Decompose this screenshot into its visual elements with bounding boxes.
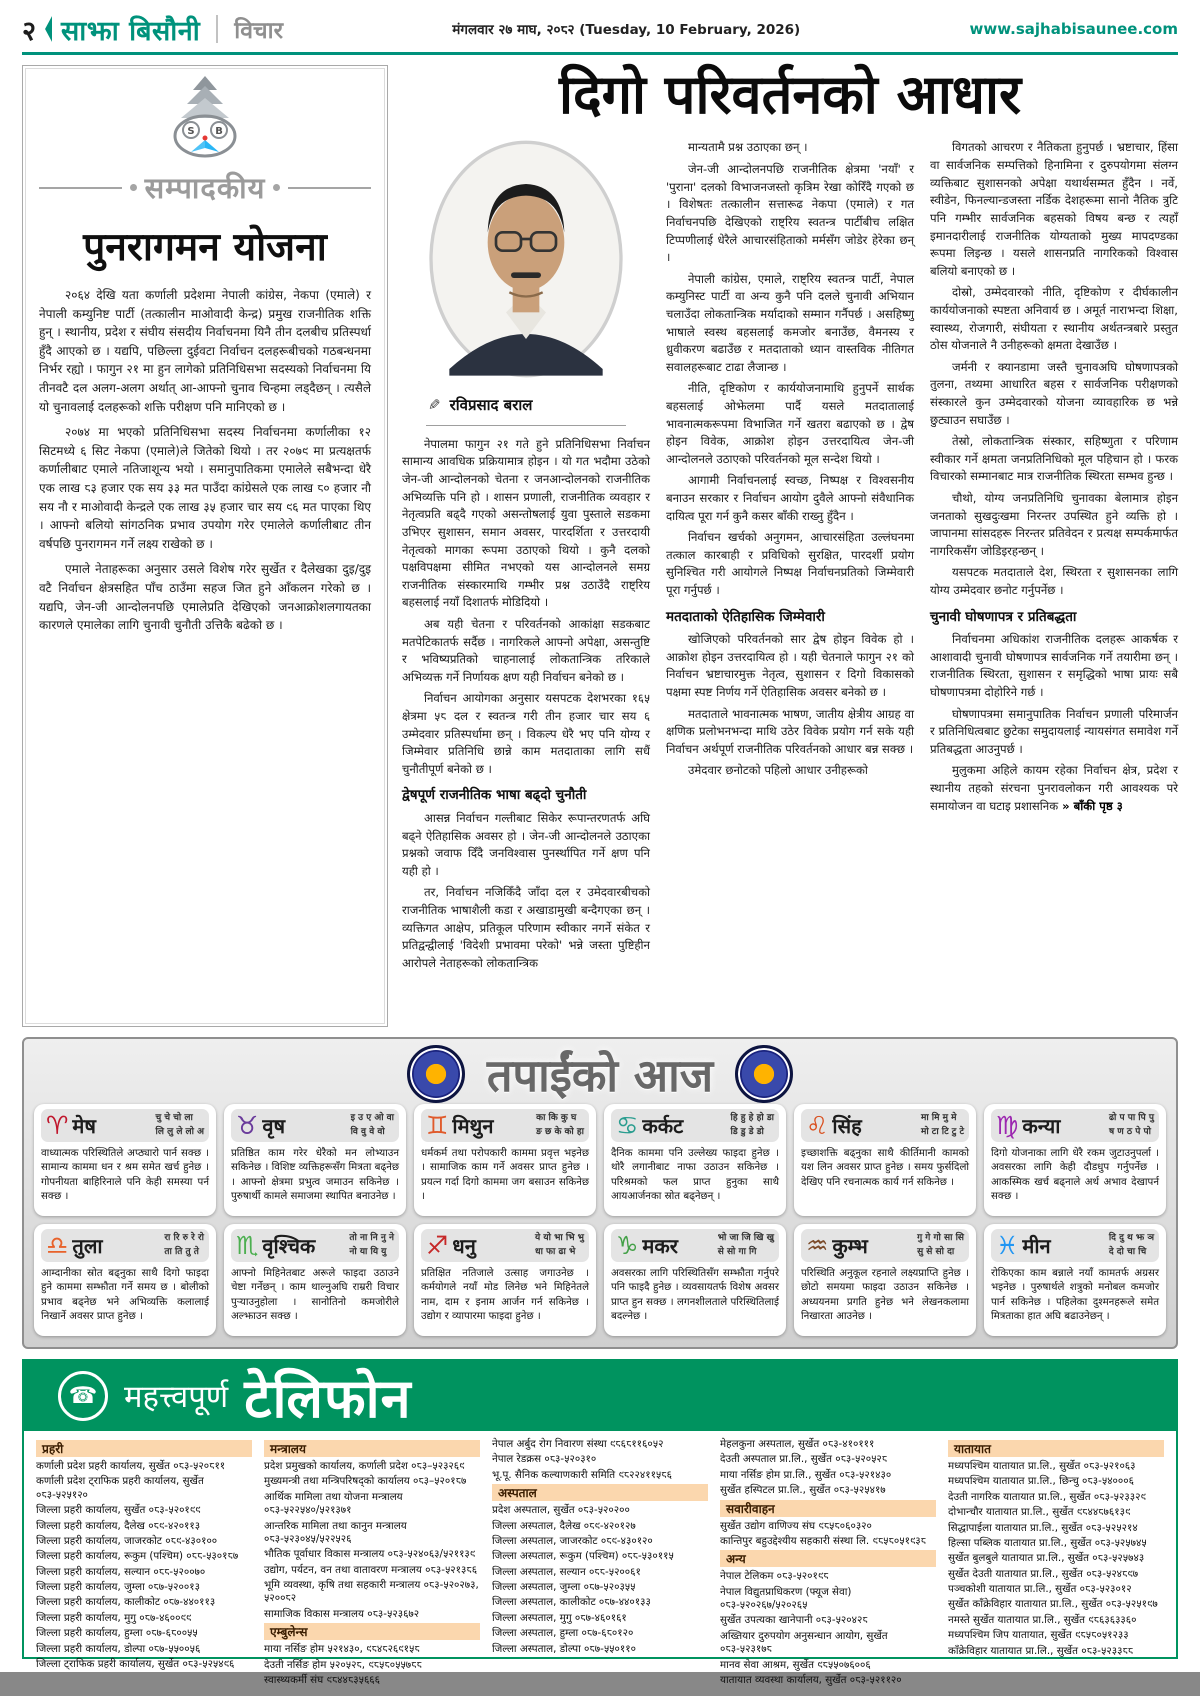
article-paragraph: नेपाली कांग्रेस, एमाले, राष्ट्रिय स्वतन्त्र पार्टी, नेपाल कम्युनिस्ट पार्टी वा अन्य कुनै पनि दलले चुनावी अभियान चलाउँदा लोकतान्त्रिक मर्यादाको सम्मान गर्नैपर्छ । असहिष्णु भाषाले स्वस्थ बहसलाई कमजोर बनाउँछ, वैमनस्य र ध्रुवीकरण बढाउँछ र मतदाताको ध्यान वास्तविक नीतिगत सवालहरूबाट टाढा लैजान्छ । [666, 271, 914, 374]
zodiac-धनु-icon: ♐ [426, 1231, 449, 1260]
phone-entry: जिल्ला प्रहरी कार्यालय, जाजरकोट ०८९-४३०१०० [36, 1534, 218, 1547]
article-paragraph: खोजिएको परिवर्तनको सार द्वेष होइन विवेक हो । आक्रोश होइन उत्तरदायित्व हो । यही चेतनाले फागुन २१ को निर्वाचन भ्रष्टाचारमुक्त नेतृत्व, सुशासन र दिगो विकासको पक्षमा स्पष्ट निर्णय गर्ने ऐतिहासिक अवसर बनेको छ । [666, 632, 914, 700]
phone-entry: स्वास्थ्यकर्मी संघ ९८४४८३५६६६ [264, 1673, 381, 1686]
zodiac-prediction-text: आफ्नो मिहिनेतबाट अरूले फाइदा उठाउने चेष्टा गर्नेछन् । काम थाल्नुअघि राम्ररी विचार पुर्‍याउनुहोला । सानोतिनो कमजोरीले अल्झाउन सक्छ । [231, 1268, 399, 1323]
editorial-kicker-label: सम्पादकीय [144, 171, 266, 205]
zodiac-prediction-text: अवसरका लागि परिस्थितिसँग सम्झौता गर्नुपरे पनि फाइदै हुनेछ । व्यवसायतर्फ विशेष अवसर प्राप्त हुन सक्छ । लगनशीलताले परिस्थितिलाई बदल्नेछ । [611, 1268, 779, 1323]
editorial-paragraph: २०६४ देखि यता कर्णाली प्रदेशमा नेपाली कांग्रेस, नेकपा (एमाले) र नेपाली कम्युनिष्ट पार्टी (तत्कालीन माओवादी केन्द्र) प्रमुख राजनीतिक शक्ति हुन् । स्थानीय, प्रदेश र संघीय संसदीय निर्वाचनमा यिनै तीन दलबीच प्रतिस्पर्धा हुँदै आएको छ । यद्यपि, पछिल्ला दुईवटा निर्वाचन दलहरूबीचको गठबन्धनमा निर्भर रह्यो । फागुन २१ मा हुन लागेको प्रतिनिधिसभा सदस्यको निर्वाचनमा यि तीनवटै दल अलग-अलग अर्थात् आ-आफ्नो चुनाव चिन्हमा लड्दैछन् । त्यसैले यो चुनावलाई दलहरूको शक्ति परीक्षण पनि मानिएको छ । [39, 288, 371, 414]
zodiac-तुला-icon: ♎ [46, 1231, 69, 1260]
zodiac-card-कुम्भ [794, 1224, 976, 1336]
article-column-1 [402, 139, 650, 1027]
zodiac-card-मकर [604, 1224, 786, 1336]
phone-entry: मेहलकुना अस्पताल, सुर्खेत ०८३-४१०१११ [720, 1438, 875, 1450]
phone-entry: जिल्ला प्रहरी कार्यालय, हुम्ला ०८७-६८००५५ [36, 1627, 198, 1640]
zodiac-syllables [1109, 1112, 1154, 1138]
kicker-rule-right [288, 187, 371, 189]
zodiac-card-header [611, 1109, 779, 1142]
phone-entry: सामाजिक विकास मन्त्रालय ०८३-५२३६७२ [264, 1607, 420, 1620]
article-paragraph: जेन-जी आन्दोलनपछि राजनीतिक क्षेत्रमा 'नयाँ' र 'पुराना' दलको विभाजनजस्तो कृत्रिम रेखा कोरिँदै गएको छ । विशेषतः तत्कालीन सत्तारूढ नेकपा (एमाले) र गत निर्वाचनपछि देखिएको राष्ट्रिय स्वतन्त्र पार्टीबीच लक्षित टिप्पणीलाई धेरैले आचारसंहिताको मर्मसँग जोडेर हेरेका छन् । [666, 162, 914, 265]
phone-entry: नेपाल अर्बुद रोग निवारण संस्था ९८६८११६०५२ [492, 1438, 664, 1450]
phone-entry: देउती नर्सिङ होम ५२०५२८, ९८५८०५५७८८ [264, 1658, 422, 1671]
editorial-paragraph: एमाले नेताहरूका अनुसार उसले विशेष गरेर सुर्खेत र दैलेखका दुइ/दुइ वटै निर्वाचन क्षेत्रसहित पाँच ठाउँमा सहज जित हुने आँकलन गरेको छ । यद्यपि, जेन-जी आन्दोलनपछि एमालेप्रति देखिएको जनआक्रोशलगायतका कारणले एमालेका लागि चुनावी चुनौती उत्तिकै बढेको छ । [39, 562, 371, 633]
zodiac-syllables-line1: हि हु हे हो डा [730, 1113, 774, 1124]
zodiac-card-header [991, 1109, 1159, 1142]
phone-column-5 [948, 1438, 1164, 1689]
phone-entry: जिल्ला प्रहरी कार्यालय, कालीकोट ०८७-४४०११३ [36, 1596, 216, 1609]
zodiac-card-header [421, 1109, 589, 1142]
zodiac-name: धनु [452, 1234, 476, 1258]
telephone-banner [24, 1361, 1176, 1431]
phone-entry: जिल्ला प्रहरी कार्यालय, सुर्खेत ०८३-५२०१९९ [36, 1504, 201, 1517]
article-paragraph: घोषणापत्रमा समानुपातिक निर्वाचन प्रणाली परिमार्जन र प्रतिनिधित्वबाट छुटेका समुदायलाई न्यायसंगत समावेश गर्ने प्रतिबद्धता आउनुपर्छ । [930, 706, 1178, 756]
zodiac-card-धनु [414, 1224, 596, 1336]
phone-entry: जिल्ला अस्पताल, दैलेख ०८९-४२०१२७ [492, 1519, 636, 1532]
zodiac-name: कर्कट [642, 1114, 684, 1138]
phone-entry: काँक्रेविहार यातायात प्रा.लि., सुर्खेत ०८३-५२३३८८ [948, 1644, 1134, 1657]
article-subhead: द्वेषपूर्ण राजनीतिक भाषा बढ्दो चुनौती [402, 787, 587, 804]
phone-entry: जिल्ला अस्पताल, जुम्ला ०८७-५२०३५५ [492, 1581, 636, 1593]
page-number: २ [22, 15, 37, 47]
article-paragraph: तेस्रो, लोकतान्त्रिक संस्कार, सहिष्णुता र परिणाम स्वीकार गर्ने क्षमता जनप्रतिनिधिको मूल पहिचान हो । फरक विचारको सम्मानबाट मात्र राजनीतिक स्थिरता सम्भव हुन्छ । [930, 434, 1178, 484]
zodiac-card-header [611, 1229, 779, 1262]
phone-column-1 [36, 1438, 252, 1689]
phone-entry: सिद्धापाईला यातायात प्रा.लि., सुर्खेत ०८३-५२५२१४ [948, 1521, 1138, 1534]
article-paragraph: मतदाताले भावनात्मक भाषण, जातीय क्षेत्रीय आग्रह वा क्षणिक प्रलोभनभन्दा माथि उठेर विवेक प्रयोग गर्न सके यही निर्वाचन अर्थपूर्ण राजनीतिक परिवर्तनको आधार बन्न सक्छ । [666, 706, 914, 756]
phone-entry: सुर्खेत उपत्यका खानेपानी ०८३-५२०४२८ [720, 1614, 868, 1627]
telephone-directory [24, 1431, 1176, 1696]
phone-entry: भू.पू. सैनिक कल्याणकारी समिति ९८२२४११५८६ [492, 1468, 672, 1481]
horoscope-title: तपाईंको आज [486, 1048, 714, 1102]
phone-entry: जिल्ला अस्पताल, जाजरकोट ०८९-४३०१२० [492, 1534, 653, 1547]
phone-entry: हिल्सा पब्लिक यातायात प्रा.लि., सुर्खेत ०८३-५२५७४५ [948, 1536, 1147, 1549]
article-headline: दिगो परिवर्तनको आधार [558, 63, 1022, 126]
article-paragraph: उमेदवार छनोटको पहिलो आधार उनीहरूको [688, 763, 868, 778]
telephone-section [22, 1359, 1178, 1686]
zodiac-वृश्चिक-icon: ♏ [236, 1231, 259, 1260]
zodiac-syllables-line1: रा रि रु रे रो [164, 1233, 204, 1244]
zodiac-prediction-text: आम्दानीका स्रोत बढ्नुका साथै दिगो फाइदा हुने काममा सम्झौता गर्ने समय छ । बोलीको प्रभाव बढ्नेछ भने अभिव्यक्ति कलालाई निखार्ने अवसर प्राप्त हुनेछ । [41, 1268, 209, 1323]
zodiac-card-कर्कट [604, 1104, 786, 1216]
phone-entry: भौतिक पूर्वाधार विकास मन्त्रालय ०८३-५२४०६३/५२११३९ [264, 1548, 476, 1561]
phone-category-header: अस्पताल [492, 1484, 708, 1501]
phone-entry: कर्णाली प्रदेश प्रहरी कार्यालय, सुर्खेत ०८३-५२०८११ [36, 1460, 226, 1472]
phone-entry: जिल्ला प्रहरी कार्यालय, सल्यान ०८८-५२००७० [36, 1565, 206, 1578]
zodiac-card-header [41, 1109, 209, 1142]
article-subhead: मतदाताको ऐतिहासिक जिम्मेवारी [666, 608, 825, 625]
zodiac-card-मेष [34, 1104, 216, 1216]
zodiac-card-header [41, 1229, 209, 1262]
phone-entry: पञ्चकोशी यातायात प्रा.लि., सुर्खेत ०८३-५२३०१२ [948, 1583, 1132, 1595]
phone-entry: जिल्ला अस्पताल, कालीकोट ०८७-४४०१३३ [492, 1596, 651, 1609]
horoscope-banner [34, 1044, 1166, 1104]
zodiac-name: मेष [72, 1114, 96, 1138]
opinion-article [402, 65, 1178, 1027]
phone-entry: जिल्ला प्रहरी कार्यालय, रूकुम (पश्चिम) ०८८-५३०१८७ [36, 1550, 239, 1563]
phone-entry: जिल्ला अस्पताल, रूकुम (पश्चिम) ०८८-५३०११५ [492, 1550, 674, 1563]
zodiac-card-सिंह [794, 1104, 976, 1216]
phone-entry: उद्योग, पर्यटन, वन तथा वातावरण मन्त्रालय ०८३-५२१३८६ [264, 1563, 478, 1576]
article-paragraph: अब यही चेतना र परिवर्तनको आकांक्षा सडकबाट मतपेटिकातर्फ सर्दैछ । नागरिकले आफ्नो अपेक्षा, असन्तुष्टि र भविष्यप्रतिको चाहनालाई लोकतान्त्रिक तरिकाले अभिव्यक्त गर्ने निर्णायक क्षण यही निर्वाचन बनेको छ । [402, 616, 650, 684]
phone-entry: जिल्ला अस्पताल, सल्यान ०८८-५२००६१ [492, 1565, 641, 1578]
phone-entry: जिल्ला प्रहरी कार्यालय, मुगु ०८७-४६००९९ [36, 1611, 192, 1624]
phone-column-3 [492, 1438, 708, 1689]
zodiac-syllables-line1: इ उ ए ओ वा [350, 1113, 394, 1124]
section-label: विचार [234, 18, 283, 44]
zodiac-syllables [718, 1232, 774, 1258]
article-paragraph: जर्मनी र क्यानडामा जस्तै चुनावअघि घोषणापत्रको तुलना, तथ्यमा आधारित बहस र सार्वजनिक परीक्षणको संस्कारले कुन उम्मेदवारको योजना व्यावहारिक छ भन्ने छुट्याउन सघाउँछ । [930, 359, 1178, 427]
zodiac-syllables-line1: दि दु थ झ ञ [1108, 1233, 1154, 1244]
kicker-dot-right [273, 184, 280, 191]
phone-entry: अख्तियार दुरुपयोग अनुसन्धान आयोग, सुर्खेत ०८३-५२३१७८ [720, 1629, 888, 1656]
zodiac-syllables-line2: वि वु वे वो [350, 1126, 385, 1137]
article-paragraph: निर्वाचनमा अधिकांश राजनीतिक दलहरू आकर्षक र आशावादी चुनावी घोषणापत्र सार्वजनिक गर्ने तयारीमा छन् । राजनीतिक स्थिरता, सुशासन र समृद्धिको भाषा प्रायः सबै घोषणापत्रमा दोहोरिने गर्छ । [930, 632, 1178, 700]
zodiac-card-header [801, 1109, 969, 1142]
phone-entry: जिल्ला प्रहरी कार्यालय, डोल्पा ०८७-५५००५६ [36, 1642, 201, 1655]
zodiac-card-कन्या [984, 1104, 1166, 1216]
zodiac-syllables [349, 1232, 394, 1258]
phone-entry: देउती अस्पताल प्रा.लि., सुर्खेत ०८३-५२०५२८ [720, 1453, 888, 1466]
zodiac-syllables-line1: भो जा जि खि खु [717, 1233, 774, 1244]
zodiac-prediction-text: दैनिक काममा पनि उल्लेख्य फाइदा हुनेछ । थोरै लगानीबाट नाफा उठाउन सकिनेछ । परिश्रमको फल प्राप्त हुनुका साथै आयआर्जनका स्रोत बढ्नेछन् । [611, 1148, 779, 1203]
zodiac-मीन-icon: ♓ [996, 1231, 1019, 1260]
zodiac-syllables-line2: ता ति तु ते [164, 1246, 199, 1257]
zodiac-prediction-text: दिगो योजनाका लागि धेरै रकम जुटाउनुपर्ला । अवसरका लागि केही दौडधुप गर्नुपर्नेछ । आकस्मिक खर्च बढ्नाले अर्थ अभाव देखापर्न सक्छ । [991, 1148, 1159, 1203]
zodiac-syllables [164, 1232, 204, 1258]
zodiac-name: कन्या [1022, 1114, 1061, 1138]
zodiac-prediction-text: परिस्थिति अनुकूल रहनाले लक्ष्यप्राप्ति हुनेछ । छोटो समयमा फाइदा उठाउन सकिनेछ । अध्ययनमा प्रगति हुनेछ भने लेखनकलामा निखारता आउनेछ । [801, 1268, 969, 1323]
phone-entry: सुर्खेत देउती यातायात प्रा.लि., सुर्खेत ०८३-५२४८९७ [948, 1567, 1139, 1580]
main-content [22, 65, 1178, 1027]
zodiac-कुम्भ-icon: ♒ [806, 1231, 829, 1260]
continuation-note: » बाँकी पृष्ठ ३ [1058, 798, 1123, 813]
telephone-title-prefix: महत्त्वपूर्ण [124, 1379, 229, 1415]
zodiac-syllables-line1: गु गे गो सा सि [917, 1233, 964, 1244]
zodiac-syllables-line2: दे दो चा चि [1108, 1246, 1147, 1257]
article-paragraph: मान्यतामै प्रश्न उठाएका छन् । [688, 140, 808, 155]
zodiac-syllables-line2: से सो गा गि [717, 1246, 757, 1257]
masthead-divider [216, 15, 218, 43]
phone-entry: सुर्खेत उद्योग वाणिज्य संघ ९८५८०६०३२० [720, 1519, 872, 1532]
phone-entry: सुर्खेत बुलबुले यातायात प्रा.लि., सुर्खेत ०८३-५२५७४३ [948, 1552, 1145, 1565]
phone-category-header: मन्त्रालय [264, 1440, 480, 1457]
phone-entry: नेपाल टेलिकम ०८३-५२०१९८ [720, 1570, 829, 1583]
zodiac-name: तुला [72, 1234, 103, 1258]
author-photo [426, 139, 626, 425]
phone-column-4 [720, 1438, 936, 1689]
horoscope-section [22, 1037, 1178, 1349]
zodiac-card-मीन [984, 1224, 1166, 1336]
phone-entry: नेपाल विद्युतप्राधिकरण (फ्यूज सेवा) ०८३-५२०२६७/५२०२६५ [720, 1585, 852, 1611]
zodiac-card-header [991, 1229, 1159, 1262]
phone-entry: आन्तरिक मामिला तथा कानुन मन्त्रालय ०८३-५२३०४५/५२२५२६ [264, 1519, 407, 1545]
website-url: www.sajhabisaunee.com [969, 20, 1178, 38]
byline [426, 389, 626, 426]
phone-entry: माया नर्सिङ होम प्रा.लि., सुर्खेत ०८३-५२१४३० [720, 1468, 892, 1481]
phone-entry: नमस्ते सुर्खेत यातायात प्रा.लि., सुर्खेत ९८६३६३३६० [948, 1613, 1137, 1626]
zodiac-prediction-text: प्रतिष्ठित काम गरेर धेरैको मन लोभ्याउन सकिनेछ । विशिष्ट व्यक्तिहरूसँग मित्रता बढ्नेछ । आफ्नो क्षेत्रमा प्रभुत्व जमाउन सकिनेछ । पुरुषार्थी कामले समाजमा स्थापित बनाउनेछ । [231, 1148, 399, 1203]
editorial-body [39, 286, 371, 635]
zodiac-card-वृश्चिक [224, 1224, 406, 1336]
zodiac-syllables-line2: लि लु ले लो अ [155, 1126, 204, 1137]
zodiac-name: वृश्चिक [262, 1234, 316, 1258]
editorial-kicker [39, 168, 371, 207]
article-paragraph: मुलुकमा अहिले कायम रहेका निर्वाचन क्षेत्र, प्रदेश र स्थानीय तहको संरचना पुनरावलोकन गरी आवश्यक परे समायोजन वा घटाइ प्रशासनिक » बाँकी पृष्ठ ३ [930, 763, 1178, 813]
phone-entry: सुर्खेत काँक्रेविहार यातायात प्रा.लि., सुर्खेत ०८३-५२५१९७ [948, 1598, 1158, 1611]
zodiac-syllables-line2: नो या यि यु [349, 1246, 387, 1257]
zodiac-prediction-text: प्रतिक्षित नतिजाले उत्साह जगाउनेछ । कर्मयोगले नयाँ मोड लिनेछ भने मिहिनेतले नाम, दाम र इनाम आर्जन गर्न सकिनेछ । उद्योग र व्यापारमा फाइदा हुनेछ । [421, 1268, 589, 1323]
zodiac-card-header [801, 1229, 969, 1262]
zodiac-wheel-icon-right [735, 1045, 793, 1103]
zodiac-prediction-text: धर्मकर्म तथा परोपकारी काममा प्रवृत्त भइनेछ । सामाजिक काम गर्ने अवसर प्राप्त हुनेछ । प्रयत्न गर्दा दिगो काममा जग बसाउन सकिनेछ । [421, 1148, 589, 1203]
zodiac-syllables [731, 1112, 774, 1138]
zodiac-card-header [231, 1229, 399, 1262]
zodiac-syllables [921, 1112, 964, 1138]
zodiac-मेष-icon: ♈ [46, 1111, 69, 1140]
telephone-title-main: टेलिफोन [244, 1367, 412, 1430]
phone-entry: भूमि व्यवस्था, कृषि तथा सहकारी मन्त्रालय ०८३-५२०२७३, ५२००८२ [264, 1579, 479, 1605]
zodiac-syllables-line2: सु से सो दा [917, 1246, 955, 1257]
zodiac-मकर-icon: ♑ [616, 1231, 639, 1260]
zodiac-name: कुम्भ [832, 1234, 868, 1258]
editorial-title: पुनरागमन योजना [83, 225, 327, 270]
article-columns [402, 139, 1178, 1027]
zodiac-prediction-text: रोकिएका काम बन्नाले नयाँ कामतर्फ अग्रसर भइनेछ । पुरुषार्थले शत्रुको मनोबल कमजोर पार्न सकिनेछ । पहिलेका दुश्मनहरूले समेत मित्रताका हात अघि बढाउनेछन् । [991, 1268, 1159, 1323]
article-paragraph: नीति, दृष्टिकोण र कार्ययोजनामाथि हुनुपर्ने सार्थक बहसलाई ओझेलमा पार्दै यसले मतदातालाई भावनात्मकरूपमा विभाजित गर्ने खतरा बढाएको छ । द्वेष होइन विवेक, आक्रोश होइन उत्तरदायित्व जेन-जी आन्दोलनले उठाएको परिवर्तनको मूल सन्देश थियो । [666, 381, 914, 466]
phone-entry: यातायात व्यवस्था कार्यालय, सुर्खेत ०८३-५२११२० [720, 1673, 902, 1686]
zodiac-syllables-line2: मो टा टि टु टे [920, 1126, 964, 1137]
zodiac-syllables [156, 1112, 204, 1138]
phone-entry: जिल्ला अस्पताल, हुम्ला ०८७-६८०१२० [492, 1627, 634, 1640]
zodiac-card-मिथुन [414, 1104, 596, 1216]
article-paragraph: निर्वाचन खर्चको अनुगमन, आचारसंहिता उल्लंघनमा तत्काल कारबाही र प्रविधिको सुरक्षित, पारदर्शी प्रयोग सुनिश्चित गरी आयोगले निष्पक्ष निर्वाचनप्रतिको जिम्मेवारी पूरा गर्नुपर्छ । [666, 530, 914, 598]
phone-entry: देउती नागरिक यातायात प्रा.लि., सुर्खेत ०८३-५२३३२९ [948, 1490, 1146, 1503]
zodiac-card-वृष [224, 1104, 406, 1216]
article-paragraph: आसन्न निर्वाचन गल्तीबाट सिकेर रूपान्तरणतर्फ अघि बढ्ने ऐतिहासिक अवसर हो । जेन-जी आन्दोलनले उठाएका प्रश्नको जवाफ दिँदै जनविश्वास पुनर्स्थापित गर्ने क्षण पनि यही हो । [402, 810, 650, 878]
editorial-box [22, 65, 388, 1027]
zodiac-सिंह-icon: ♌ [806, 1111, 829, 1140]
phone-category-header: अन्य [720, 1550, 936, 1567]
phone-entry: नेपाल रेडक्रस ०८३-५२०३१० [492, 1453, 597, 1466]
phone-entry: जिल्ला अस्पताल, डोल्पा ०८७-५५०११० [492, 1642, 636, 1655]
phone-category-header: प्रहरी [36, 1440, 252, 1457]
article-paragraph: दोस्रो, उम्मेदवारको नीति, दृष्टिकोण र दीर्घकालीन कार्ययोजनाको स्पष्टता अनिवार्य छ । अमूर्त नाराभन्दा शिक्षा, स्वास्थ्य, रोजगारी, संघीयता र स्थानीय अर्थतन्त्रबारे प्रस्तुत ठोस योजनाले नै उनीहरूको क्षमता देखाउँछ । [930, 285, 1178, 353]
telephone-icon: ☎ [58, 1371, 108, 1421]
zodiac-मिथुन-icon: ♊ [426, 1111, 449, 1140]
phone-entry: प्रदेश अस्पताल, सुर्खेत ०८३-५२०२०० [492, 1504, 630, 1517]
article-paragraph: विगतको आचरण र नैतिकता हुनुपर्छ । भ्रष्टाचार, हिंसा वा सार्वजनिक सम्पत्तिको हिनामिना र दुरुपयोगमा संलग्न व्यक्तिबाट सुशासनको अपेक्षा यथार्थसम्मत हुँदैन । नर्वे, स्वीडेन, फिनल्यान्डजस्ता नर्डिक देशहरूमा सानो नैतिक त्रुटि पनि गम्भीर सार्वजनिक बहसको विषय बन्छ र त्यहाँ इमानदारीलाई राजनीतिक योग्यताको मुख्य मापदण्डका रूपमा लिइन्छ । यसले शासनप्रति नागरिकको विश्वास बलियो बनाएको छ । [930, 140, 1178, 278]
svg-text:S: S [187, 126, 195, 137]
zodiac-syllables-line2: डि डु डे डो [730, 1126, 764, 1137]
zodiac-syllables [1109, 1232, 1154, 1258]
phone-entry: मध्यपश्चिम यातायात प्रा.लि., छिन्चु ०८३-५४०००६ [948, 1475, 1134, 1488]
phone-entry: मध्यपश्चिम जिप यातायात, सुर्खेत ९८५८०५१२३३ [948, 1629, 1129, 1642]
article-paragraph: निर्वाचन आयोगका अनुसार यसपटक देशभरका १६५ क्षेत्रमा ५८ दल र स्वतन्त्र गरी तीन हजार चार सय ६ उम्मेदवार प्रतिस्पर्धामा छन् । विकल्प धेरै भए पनि योग्य र जिम्मेवार प्रतिनिधि छान्ने काम मतदाताका लागि सधैं चुनौतीपूर्ण बनेको छ । [402, 691, 650, 776]
zodiac-wheel-icon-left [407, 1045, 465, 1103]
zodiac-name: सिंह [832, 1114, 862, 1138]
zodiac-prediction-text: इच्छाशक्ति बढ्नुका साथै कीर्तिमानी कामको यश लिन अवसर प्राप्त हुनेछ । समय फुर्सदिलो देखिए पनि रचनात्मक कार्य गर्न सकिनेछ । [801, 1148, 969, 1188]
phone-entry: जिल्ला प्रहरी कार्यालय, दैलेख ०८९-४२०११३ [36, 1519, 201, 1532]
article-column-3 [930, 139, 1178, 1027]
svg-text:B: B [215, 126, 223, 137]
phone-entry: जिल्ला प्रहरी कार्यालय, जुम्ला ०८७-५२००१३ [36, 1581, 200, 1593]
zodiac-syllables [536, 1112, 584, 1138]
phone-entry: माया नर्सिङ होम ५२१४३०, ९८४८२६९१५८ [264, 1643, 420, 1656]
phone-entry: दोभान्चौर यातायात प्रा.लि., सुर्खेत ९८४४८७६१३९ [948, 1506, 1131, 1519]
zodiac-name: मकर [642, 1234, 678, 1258]
zodiac-card-header [421, 1229, 589, 1262]
phone-entry: सुर्खेत हस्पिटल प्रा.लि., सुर्खेत ०८३-५२५४१७ [720, 1484, 886, 1497]
zodiac-name: वृष [262, 1114, 286, 1138]
issue-date: मंगलवार २७ माघ, २०८२ (Tuesday, 10 February, 2026) [452, 22, 801, 38]
zodiac-syllables-line1: मा मि मु मे [920, 1113, 957, 1124]
phone-entry: मध्यपश्चिम यातायात प्रा.लि., सुर्खेत ०८३-५२१०६३ [948, 1460, 1136, 1472]
article-paragraph: आगामी निर्वाचनलाई स्वच्छ, निष्पक्ष र विश्वसनीय बनाउन सरकार र निर्वाचन आयोग दुवैले आफ्नो संवैधानिक दायित्व पूरा गर्न कुनै कसर बाँकी राख्नु हुँदैन । [666, 473, 914, 523]
phone-entry: जिल्ला अस्पताल, मुगु ०८७-४६०१६१ [492, 1611, 627, 1624]
kicker-dot-left [130, 184, 137, 191]
phone-entry: कर्णाली प्रदेश ट्राफिक प्रहरी कार्यालय, सुर्खेत ०८३-५२५१२० [36, 1475, 204, 1501]
article-paragraph: यसपटक मतदाताले देश, स्थिरता र सुशासनका लागि योग्य उम्मेदवार छनोट गर्नुपर्नेछ । [930, 565, 1178, 598]
zodiac-syllables-line2: ष ण ठ पे पो [1108, 1126, 1151, 1137]
phone-entry: मुख्यमन्त्री तथा मन्त्रिपरिषद्‌को कार्यालय ०८३–५२०१८७ [264, 1475, 467, 1488]
phone-entry: कान्तिपुर बहुउद्देश्यीय सहकारी संस्था लि. ९८५८०५१९३८ [720, 1534, 927, 1547]
zodiac-name: मिथुन [452, 1114, 494, 1138]
zodiac-syllables-line1: तो ना नि नु ने [349, 1233, 394, 1244]
zodiac-syllables-line1: चु चे चो ला [155, 1113, 193, 1124]
zodiac-syllables-line2: ङ छ के को हा [536, 1126, 584, 1137]
article-column-2 [666, 139, 914, 1027]
zodiac-syllables-line1: ढो प पा पि पु [1108, 1113, 1154, 1124]
pen-icon: ✎ [428, 396, 441, 415]
zodiac-syllables [535, 1232, 584, 1258]
zodiac-card-header [231, 1109, 399, 1142]
masthead-brand-group [22, 11, 283, 48]
phone-entry: प्रदेश प्रमुखको कार्यालय, कर्णाली प्रदेश ०८३–५२३२६९ [264, 1460, 465, 1472]
author-portrait-image [426, 139, 626, 379]
phone-entry: मानव सेवा आश्रम, सुर्खेत ९८५५०७६००६ [720, 1658, 871, 1671]
phone-entry: आर्थिक मामिला तथा योजना मन्त्रालय ०८३-५२२५४०/५२१३७१ [264, 1490, 403, 1517]
newspaper-logo-icon [165, 74, 245, 166]
phone-entry: जिल्ला ट्राफिक प्रहरी कार्यालय, सुर्खेत ०८३-५२५४९६ [36, 1657, 235, 1670]
author-name: रविप्रसाद बराल [449, 396, 533, 415]
newspaper-name: साझा बिसौनी [61, 15, 201, 47]
article-paragraph: चौथो, योग्य जनप्रतिनिधि चुनावका बेलामात्र होइन जनताको सुखदुःखमा निरन्तर उपस्थित हुने व्यक्ति हो । जापानमा सांसदहरू निरन्तर प्रतिवेदन र प्रत्यक्ष सम्पर्कमार्फत नागरिकसँग जोडिइरहन्छन् । [930, 491, 1178, 558]
zodiac-syllables [351, 1112, 394, 1138]
phone-category-header: एम्बुलेन्स [264, 1623, 480, 1640]
zodiac-कन्या-icon: ♍ [996, 1111, 1019, 1140]
phone-category-header: यातायात [948, 1440, 1164, 1457]
masthead [22, 0, 1178, 55]
article-paragraph: तर, निर्वाचन नजिकिँदै जाँदा दल र उमेदवारबीचको राजनीतिक भाषाशैली कडा र अखाडामुखी बन्दैगएका छन् । व्यक्तिगत आक्षेप, प्रतिकूल परिणाम स्वीकार नगर्ने संकेत र प्रतिद्वन्द्वीलाई 'विदेशी प्रभावमा परेको' भन्ने जस्ता पुष्टिहीन आरोपले नेताहरूको लोकतान्त्रिक [402, 885, 650, 970]
zodiac-syllables [917, 1232, 964, 1258]
phone-column-2 [264, 1438, 480, 1689]
zodiac-कर्कट-icon: ♋ [616, 1111, 639, 1140]
zodiac-name: मीन [1022, 1234, 1051, 1258]
zodiac-card-तुला [34, 1224, 216, 1336]
zodiac-grid [34, 1104, 1166, 1336]
brand-tick-icon [45, 16, 52, 42]
zodiac-syllables-line1: ये यो भा भि भु [535, 1233, 584, 1244]
article-subhead: चुनावी घोषणापत्र र प्रतिबद्धता [930, 608, 1077, 625]
phone-category-header: सवारीवाहन [720, 1500, 936, 1517]
zodiac-वृष-icon: ♉ [236, 1111, 259, 1140]
kicker-rule-left [39, 187, 122, 189]
article-paragraph: नेपालमा फागुन २१ गते हुने प्रतिनिधिसभा निर्वाचन सामान्य आवधिक प्रक्रियामात्र होइन । यो गत भदौमा उठेको जेन-जी आन्दोलनको चेतना र जनआन्दोलनको राजनीतिक अभिव्यक्ति पनि हो । शासन प्रणाली, राजनीतिक व्यवहार र नेतृत्वप्रति बढ्दै गएको असन्तोषलाई युवा पुस्ताले सडकमा उभिएर सुशासन, समान अवसर, पारदर्शिता र उत्तरदायी नेतृत्वको मागका रूपमा उठाएको थियो । कुनै दलको पक्षविपक्षमा सीमित नभएको यस आन्दोलनले समग्र राजनीतिक संस्कारमाथि गम्भीर प्रश्न उठाउँदै राष्ट्रिय बहसलाई नयाँ दिशातर्फ मोडिदियो । [402, 436, 650, 610]
editorial-paragraph: २०७४ मा भएको प्रतिनिधिसभा सदस्य निर्वाचनमा कर्णालीका १२ सिटमध्ये ६ सिट नेकपा (एमाले)ले जितेको थियो । तर २०७९ मा प्रत्यक्षतर्फ कर्णालीबाट एमाले नतिजाशून्य भयो । समानुपातिकमा एमालेले सबैभन्दा धेरै एक लाख ८३ हजार एक सय ३३ मत पाउँदा कांग्रेसले एक लाख ८० हजार नौ सय नौ र माओवादी केन्द्रले एक लाख ३५ हजार चार सय ९६ मत पाएका थिए । आफ्नो बलियो सांगठनिक प्रभाव उपयोग गरेर एमालेले कर्णालीबाट तीन वर्षपछि पुनरागमन गर्ने लक्ष्य राखेको छ । [39, 425, 371, 551]
zodiac-syllables-line2: धा फा ढा भे [535, 1246, 576, 1257]
zodiac-prediction-text: वाध्यात्मक परिस्थितिले अप्ठ्यारो पार्न सक्छ । सामान्य काममा धन र श्रम समेत खर्च हुनेछ । गोपनीयता बाहिरिनाले पनि केही समस्या पर्न सक्छ । [41, 1148, 209, 1203]
zodiac-syllables-line1: का कि कु घ [536, 1113, 577, 1124]
